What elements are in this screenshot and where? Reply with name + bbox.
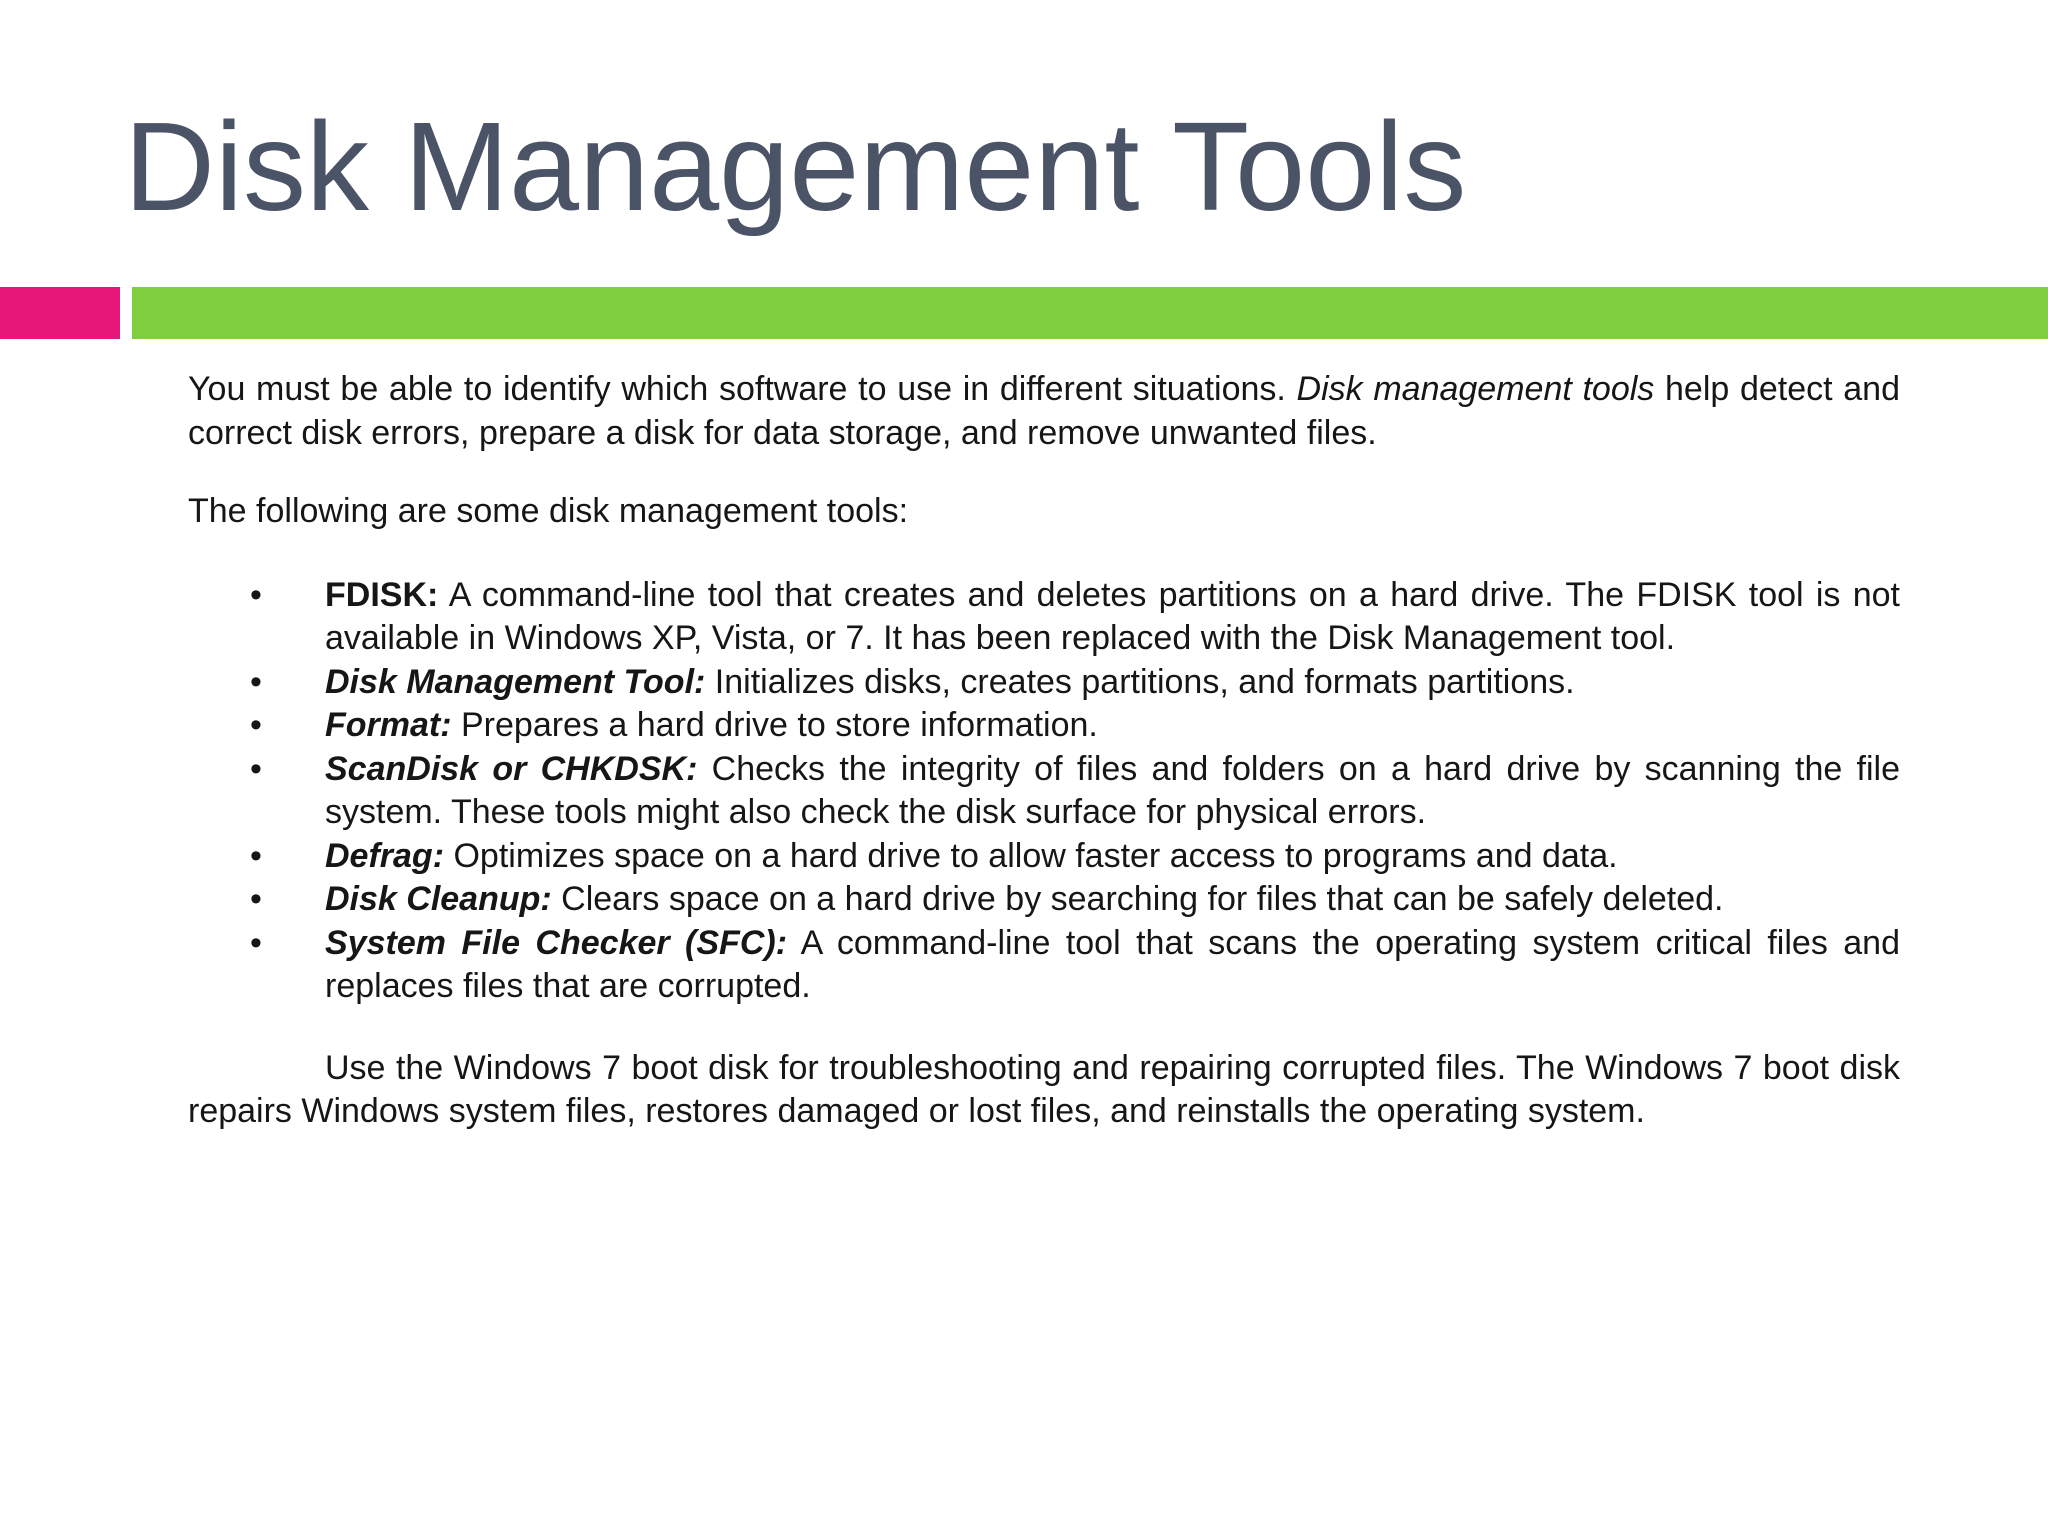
- tool-name: ScanDisk or CHKDSK:: [325, 749, 698, 788]
- accent-bar-pink: [0, 287, 120, 339]
- bullet-icon: •: [250, 749, 262, 788]
- list-lead: The following are some disk management tools:: [188, 492, 909, 530]
- list-item-disk-cleanup: [250, 878, 1900, 922]
- tool-name: Defrag:: [325, 836, 445, 875]
- bullet-icon: •: [250, 706, 262, 744]
- tool-description: Initializes disks, creates partitions, and formats partitions.: [705, 662, 1575, 701]
- list-item-format: [250, 704, 1900, 748]
- tool-name: FDISK:: [325, 575, 439, 614]
- slide-body: [188, 368, 1900, 1134]
- tool-description: Prepares a hard drive to store information.: [451, 706, 1098, 744]
- accent-bar-green: [132, 287, 2048, 339]
- bullet-icon: •: [250, 662, 262, 701]
- bullet-icon: •: [250, 923, 262, 962]
- intro-paragraph: [188, 368, 1900, 455]
- tool-name: System File Checker (SFC):: [325, 923, 788, 962]
- tool-name: Disk Cleanup:: [325, 880, 552, 918]
- bullet-icon: •: [250, 880, 262, 918]
- list-item-defrag: [250, 835, 1900, 879]
- intro-term: Disk management tools: [1296, 370, 1655, 408]
- bullet-icon: •: [250, 836, 262, 875]
- tool-description: Clears space on a hard drive by searching for files that can be safely deleted.: [551, 880, 1724, 918]
- tool-description: A command-line tool that creates and deletes partitions on a hard drive. The FDISK tool is not available in Windows XP, Vista, or 7. It has been replaced with the Disk Management tool.: [325, 575, 1900, 657]
- slide-title: Disk Management Tools: [124, 96, 1467, 237]
- list-item-fdisk: [250, 574, 1900, 661]
- intro-rest: help detect and correct disk errors, prepare a disk for data storage, and remove unwanted files.: [188, 370, 1901, 452]
- tool-description: A command-line tool that scans the operating system critical files and replaces files that are corrupted.: [325, 923, 1900, 1005]
- tool-description: Checks the integrity of files and folders on a hard drive by scanning the file system. These tools might also check the disk surface for physical errors.: [325, 749, 1900, 831]
- tool-description: Optimizes space on a hard drive to allow faster access to programs and data.: [444, 836, 1618, 875]
- tools-list: [188, 574, 1900, 1009]
- tool-name: Disk Management Tool:: [325, 662, 706, 701]
- list-item-disk-management-tool: [250, 661, 1900, 705]
- list-item-scandisk: [250, 748, 1900, 835]
- list-item-system-file-checker: [250, 922, 1900, 1009]
- closing-paragraph: Use the Windows 7 boot disk for troubleshooting and repairing corrupted files. The Windows 7 boot disk repairs Windows system files, restores damaged or lost files, and reinstalls the operating system.: [188, 1048, 1900, 1130]
- intro-lead: You must be able to identify which software to use in different situations.: [188, 370, 1297, 408]
- bullet-icon: •: [250, 575, 262, 614]
- tool-name: Format:: [325, 706, 452, 744]
